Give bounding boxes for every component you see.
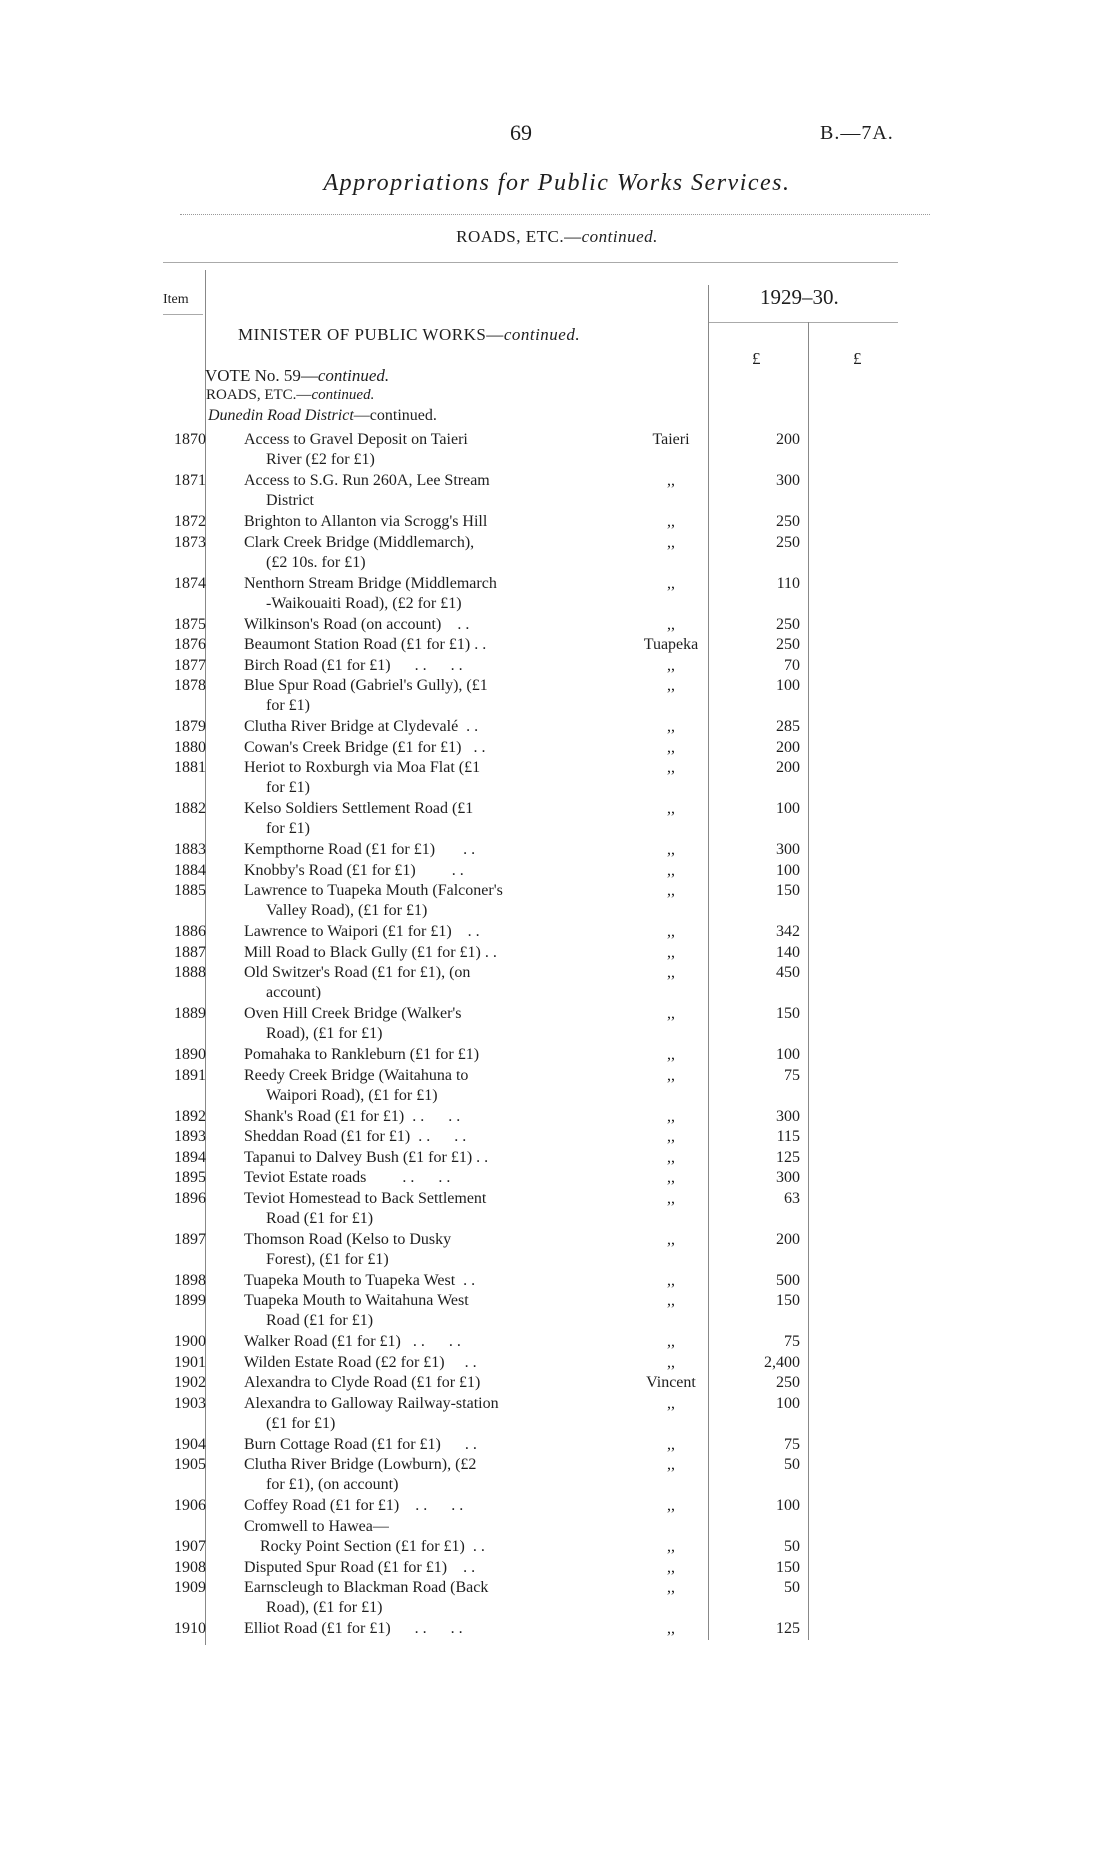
county-name: ,, <box>667 1497 675 1514</box>
description-line: Access to S.G. Run 260A, Lee Stream <box>244 472 490 489</box>
item-description <box>244 922 574 942</box>
description-line: Coffey Road (£1 for £1) . . . . <box>244 1497 464 1514</box>
amount: 75 <box>784 1066 800 1084</box>
description-line: Road), (£1 for £1) <box>266 1599 383 1616</box>
section-continued: continued. <box>581 227 658 246</box>
amount: 125 <box>776 1148 800 1166</box>
item-number: 1903 <box>174 1394 206 1412</box>
amount: 500 <box>776 1271 800 1289</box>
item-description <box>244 1332 574 1352</box>
description-line: Shank's Road (£1 for £1) . . . . <box>244 1107 461 1125</box>
item-number: 1881 <box>174 759 206 776</box>
description-line: Old Switzer's Road (£1 for £1), (on <box>244 964 471 981</box>
county-name: ,, <box>667 1005 675 1022</box>
item-description <box>244 1291 574 1331</box>
amount: 100 <box>776 1046 800 1063</box>
ministry-title: MINISTER OF PUBLIC WORKS— <box>238 325 504 344</box>
amount: 125 <box>776 1620 800 1637</box>
item-description <box>244 512 574 532</box>
item-description <box>244 635 574 655</box>
roads-title: ROADS, ETC.— <box>206 387 312 403</box>
item-number: 1888 <box>174 964 206 981</box>
item-description <box>244 943 574 963</box>
description-line: Beaumont Station Road (£1 for £1) . . <box>244 636 487 653</box>
item-number: 1895 <box>174 1169 206 1186</box>
item-description <box>244 861 574 881</box>
amount: 285 <box>776 718 800 735</box>
item-number: 1878 <box>174 677 206 694</box>
amount: 100 <box>776 1497 800 1514</box>
item-number: 1882 <box>174 800 206 817</box>
description-line: Pomahaka to Rankleburn (£1 for £1) <box>244 1046 480 1063</box>
description-line: (£2 10s. for £1) <box>266 553 366 571</box>
item-number: 1870 <box>174 431 206 448</box>
currency-symbol: £ <box>752 349 761 368</box>
item-number: 1904 <box>174 1435 206 1453</box>
county-name: ,, <box>667 1538 675 1555</box>
amount: 50 <box>784 1538 800 1555</box>
item-number: 1876 <box>174 636 206 653</box>
description-line: Oven Hill Creek Bridge (Walker's <box>244 1005 462 1022</box>
county-name: ,, <box>667 1066 675 1084</box>
description-line: Rocky Point Section (£1 for £1) . . <box>244 1538 485 1555</box>
amount: 2,400 <box>764 1353 800 1371</box>
amount: 140 <box>776 943 800 961</box>
county-name: ,, <box>667 615 675 633</box>
amount: 250 <box>776 1374 800 1391</box>
item-number: 1889 <box>174 1005 206 1022</box>
county-name: Tuapeka <box>643 636 699 653</box>
description-line: Teviot Homestead to Back Settlement <box>244 1189 487 1207</box>
description-line: account) <box>266 984 322 1001</box>
county-name: ,, <box>667 656 675 674</box>
item-description <box>244 963 574 1003</box>
vote-continued: continued. <box>317 366 390 385</box>
amount: 150 <box>776 1005 800 1022</box>
item-description <box>244 1004 574 1044</box>
description-line: Forest), (£1 for £1) <box>266 1250 389 1268</box>
amount: 150 <box>776 882 800 899</box>
description-line: Cromwell to Hawea— <box>244 1517 389 1535</box>
description-line: Cowan's Creek Bridge (£1 for £1) . . <box>244 738 486 756</box>
item-number: 1902 <box>174 1374 206 1391</box>
item-description <box>244 1107 574 1127</box>
county-name: ,, <box>667 574 675 592</box>
item-description <box>244 1455 574 1495</box>
item-description <box>244 1066 574 1106</box>
county-name: ,, <box>667 1128 675 1145</box>
item-description <box>244 881 574 921</box>
item-number: 1894 <box>174 1148 206 1166</box>
description-line: (£1 for £1) <box>266 1414 336 1432</box>
amount: 100 <box>776 1394 800 1412</box>
description-line: Access to Gravel Deposit on Taieri <box>244 431 468 448</box>
amount: 150 <box>776 1558 800 1576</box>
item-description <box>244 1394 574 1434</box>
item-number: 1897 <box>174 1230 206 1248</box>
amount: 100 <box>776 861 800 879</box>
county-name: ,, <box>667 964 675 981</box>
county-name: ,, <box>667 718 675 735</box>
description-line: Tuapeka Mouth to Waitahuna West <box>244 1292 469 1309</box>
item-number: 1874 <box>174 574 206 592</box>
ministry-continued: continued. <box>503 325 581 344</box>
document-reference: B.—7A. <box>820 122 894 144</box>
item-number: 1886 <box>174 923 206 940</box>
description-line: Teviot Estate roads . . . . <box>244 1169 451 1186</box>
amount: 100 <box>776 677 800 694</box>
county-name: ,, <box>667 1046 675 1063</box>
item-number: 1890 <box>174 1046 206 1063</box>
item-number: 1906 <box>174 1497 206 1514</box>
item-description <box>244 1496 574 1516</box>
amount: 75 <box>784 1333 800 1350</box>
amount: 300 <box>776 841 800 858</box>
item-description <box>244 1189 574 1229</box>
item-description <box>244 1558 574 1578</box>
amount: 63 <box>784 1189 800 1207</box>
item-number: 1883 <box>174 841 206 858</box>
item-description <box>244 1230 574 1270</box>
description-line: Kempthorne Road (£1 for £1) . . <box>244 841 476 858</box>
item-number: 1891 <box>174 1066 206 1084</box>
item-number: 1909 <box>174 1579 206 1596</box>
amount: 200 <box>776 1230 800 1248</box>
description-line: Valley Road), (£1 for £1) <box>266 902 428 919</box>
amount: 300 <box>776 472 800 489</box>
county-name: ,, <box>667 1169 675 1186</box>
year-column-header: 1929–30. <box>760 285 839 309</box>
item-number: 1908 <box>174 1558 206 1576</box>
item-description <box>244 1619 574 1639</box>
county-name: ,, <box>667 1189 675 1207</box>
item-number: 1871 <box>174 472 206 489</box>
amount: 50 <box>784 1579 800 1596</box>
item-number: 1873 <box>174 533 206 551</box>
description-line: Blue Spur Road (Gabriel's Gully), (£1 <box>244 677 488 694</box>
item-column-header: Item <box>163 292 189 307</box>
county-name: ,, <box>667 738 675 756</box>
item-number: 1910 <box>174 1620 206 1637</box>
page-number: 69 <box>510 120 532 145</box>
description-line: District <box>266 492 314 509</box>
item-description <box>244 471 574 511</box>
item-number: 1877 <box>174 656 206 674</box>
item-description <box>244 1045 574 1065</box>
item-description <box>244 656 574 676</box>
item-description <box>244 799 574 839</box>
description-line: Elliot Road (£1 for £1) . . . . <box>244 1620 463 1637</box>
county-name: ,, <box>667 759 675 776</box>
item-description <box>244 676 574 716</box>
vote-title: VOTE No. 59— <box>205 366 318 385</box>
item-description <box>244 615 574 635</box>
item-number: 1885 <box>174 882 206 899</box>
description-line: Sheddan Road (£1 for £1) . . . . <box>244 1128 467 1145</box>
amount: 342 <box>776 923 800 940</box>
amount: 200 <box>776 431 800 448</box>
county-name: ,, <box>667 1333 675 1350</box>
county-name: ,, <box>667 841 675 858</box>
item-number: 1905 <box>174 1456 206 1473</box>
amount: 200 <box>776 759 800 776</box>
item-description <box>244 840 574 860</box>
item-description <box>244 1148 574 1168</box>
county-name: ,, <box>667 513 675 530</box>
county-name: ,, <box>667 1292 675 1309</box>
item-description <box>244 758 574 798</box>
description-line: Walker Road (£1 for £1) . . . . <box>244 1333 461 1350</box>
amount: 250 <box>776 513 800 530</box>
description-line: Reedy Creek Bridge (Waitahuna to <box>244 1066 469 1084</box>
county-name: ,, <box>667 1230 675 1248</box>
description-line: for £1) <box>266 820 310 837</box>
item-number: 1896 <box>174 1189 206 1207</box>
county-name: ,, <box>667 1558 675 1576</box>
county-name: ,, <box>667 943 675 961</box>
item-description <box>244 1578 574 1618</box>
description-line: for £1) <box>266 697 310 714</box>
county-name: ,, <box>667 677 675 694</box>
item-number: 1893 <box>174 1128 206 1145</box>
item-description <box>244 1435 574 1455</box>
county-name: ,, <box>667 1394 675 1412</box>
description-line: Mill Road to Black Gully (£1 for £1) . . <box>244 943 497 961</box>
county-name: ,, <box>667 1435 675 1453</box>
description-line: River (£2 for £1) <box>266 451 375 468</box>
description-line: Heriot to Roxburgh via Moa Flat (£1 <box>244 759 481 776</box>
county-name: ,, <box>667 1107 675 1125</box>
roads-continued: continued. <box>311 387 375 403</box>
district-continued: —continued. <box>353 407 437 424</box>
description-line: Alexandra to Galloway Railway-station <box>244 1394 499 1412</box>
amount: 100 <box>776 800 800 817</box>
item-description <box>244 1168 574 1188</box>
description-line: Disputed Spur Road (£1 for £1) . . <box>244 1558 476 1576</box>
county-name: ,, <box>667 472 675 489</box>
county-name: ,, <box>667 1148 675 1166</box>
description-line: Wilkinson's Road (on account) . . <box>244 615 470 633</box>
county-name: ,, <box>667 1620 675 1637</box>
description-line: Nenthorn Stream Bridge (Middlemarch <box>244 574 497 592</box>
description-line: Tapanui to Dalvey Bush (£1 for £1) . . <box>244 1148 489 1166</box>
item-number: 1887 <box>174 943 206 961</box>
county-name: ,, <box>667 923 675 940</box>
item-description <box>244 1353 574 1373</box>
amount: 250 <box>776 636 800 653</box>
county-name: ,, <box>667 1271 675 1289</box>
description-line: Knobby's Road (£1 for £1) . . <box>244 861 464 879</box>
description-line: Waipori Road), (£1 for £1) <box>266 1086 438 1104</box>
item-number: 1875 <box>174 615 206 633</box>
item-description <box>244 738 574 758</box>
item-description <box>244 1537 574 1557</box>
currency-symbol: £ <box>853 349 862 368</box>
item-number: 1898 <box>174 1271 206 1289</box>
item-number: 1899 <box>174 1292 206 1309</box>
item-description <box>244 430 574 470</box>
county-name: Vincent <box>646 1374 696 1391</box>
amount: 115 <box>776 1128 800 1145</box>
item-number: 1907 <box>174 1538 206 1555</box>
section-title: ROADS, ETC.— <box>456 227 582 246</box>
description-line: Clutha River Bridge (Lowburn), (£2 <box>244 1456 477 1473</box>
description-line: for £1) <box>266 779 310 796</box>
item-description <box>244 1127 574 1147</box>
item-description <box>244 574 574 614</box>
description-line: Lawrence to Tuapeka Mouth (Falconer's <box>244 882 503 899</box>
description-line: Road (£1 for £1) <box>266 1312 374 1329</box>
amount: 450 <box>776 964 800 981</box>
description-line: -Waikouaiti Road), (£2 for £1) <box>266 594 462 612</box>
item-description <box>244 1373 574 1393</box>
description-line: Alexandra to Clyde Road (£1 for £1) <box>244 1374 481 1391</box>
amount: 150 <box>776 1292 800 1309</box>
page-heading: Appropriations for Public Works Services. <box>323 170 791 196</box>
description-line: Wilden Estate Road (£2 for £1) . . <box>244 1353 477 1371</box>
amount: 50 <box>784 1456 800 1473</box>
item-description <box>244 717 574 737</box>
county-name: ,, <box>667 861 675 879</box>
description-line: Earnscleugh to Blackman Road (Back <box>244 1579 489 1596</box>
item-number: 1901 <box>174 1353 206 1371</box>
description-line: Road), (£1 for £1) <box>266 1025 383 1042</box>
item-description <box>244 533 574 573</box>
item-number: 1872 <box>174 513 206 530</box>
item-number: 1884 <box>174 861 206 879</box>
amount: 200 <box>776 738 800 756</box>
amount: 110 <box>776 574 800 592</box>
description-line: Birch Road (£1 for £1) . . . . <box>244 656 463 674</box>
item-description <box>244 1271 574 1291</box>
amount: 70 <box>784 656 800 674</box>
description-line: Lawrence to Waipori (£1 for £1) . . <box>244 923 480 940</box>
county-name: ,, <box>667 1579 675 1596</box>
description-line: Thomson Road (Kelso to Dusky <box>244 1230 452 1248</box>
amount: 250 <box>776 533 800 551</box>
county-name: Taieri <box>652 431 690 448</box>
description-line: Brighton to Allanton via Scrogg's Hill <box>244 513 488 530</box>
amount: 300 <box>776 1107 800 1125</box>
county-name: ,, <box>667 800 675 817</box>
amount: 250 <box>776 615 800 633</box>
description-line: Kelso Soldiers Settlement Road (£1 <box>244 800 474 817</box>
description-line: Clark Creek Bridge (Middlemarch), <box>244 533 475 551</box>
description-line: Clutha River Bridge at Clydevalé . . <box>244 718 479 735</box>
item-number: 1900 <box>174 1333 206 1350</box>
description-line: Burn Cottage Road (£1 for £1) . . <box>244 1435 477 1453</box>
item-number: 1879 <box>174 718 206 735</box>
county-name: ,, <box>667 1456 675 1473</box>
county-name: ,, <box>667 1353 675 1371</box>
district-title: Dunedin Road District <box>208 407 354 424</box>
description-line: Tuapeka Mouth to Tuapeka West . . <box>244 1271 476 1289</box>
county-name: ,, <box>667 533 675 551</box>
amount: 300 <box>776 1169 800 1186</box>
county-name: ,, <box>667 882 675 899</box>
amount: 75 <box>784 1435 800 1453</box>
description-line: for £1), (on account) <box>266 1476 399 1493</box>
description-line: Road (£1 for £1) <box>266 1209 374 1227</box>
item-number: 1892 <box>174 1107 206 1125</box>
item-number: 1880 <box>174 738 206 756</box>
item-description <box>244 1517 574 1537</box>
